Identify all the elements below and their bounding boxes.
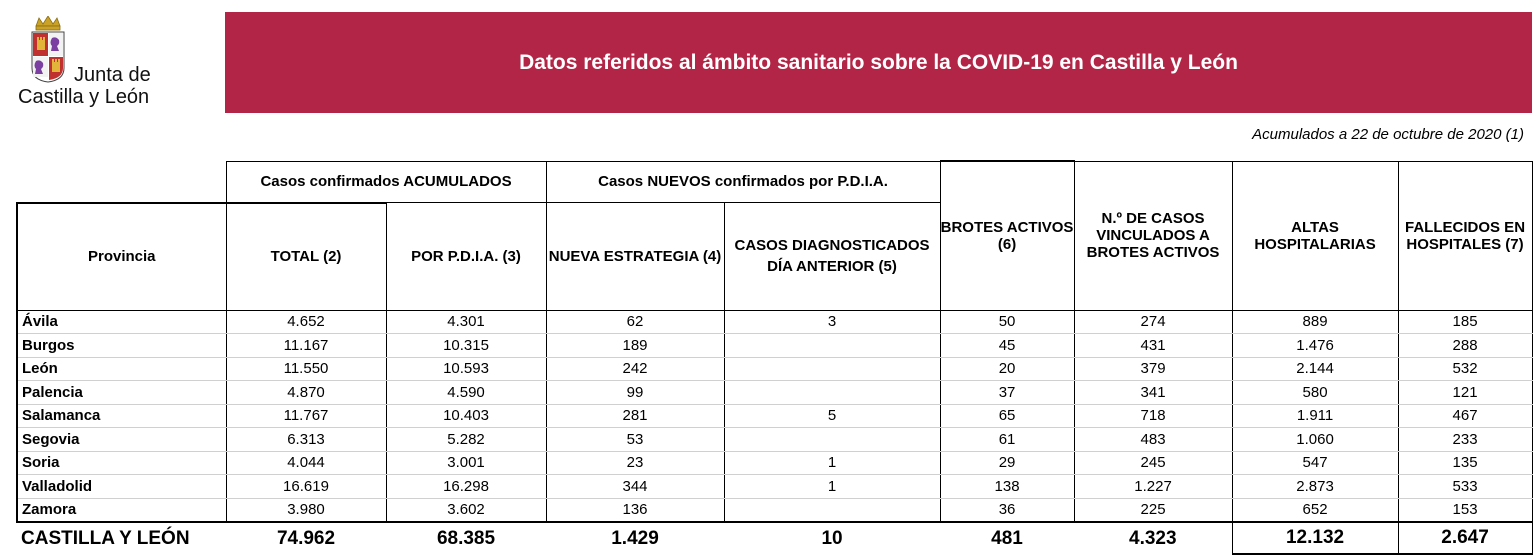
table-row xyxy=(17,357,1532,381)
group-header-nuevos: Casos NUEVOS confirmados por P.D.I.A. xyxy=(546,161,940,203)
cell-total: 4.870 xyxy=(226,381,386,405)
col-header-vinculados: N.º DE CASOS VINCULADOS A BROTES ACTIVOS xyxy=(1074,161,1232,310)
cell-altas: 580 xyxy=(1232,381,1398,405)
cell-por-pdia: 10.315 xyxy=(386,334,546,358)
table-row xyxy=(17,498,1532,522)
table-row xyxy=(17,428,1532,452)
cell-total: 3.980 xyxy=(226,498,386,522)
col-header-total: TOTAL (2) xyxy=(226,203,386,311)
cell-altas: 889 xyxy=(1232,310,1398,334)
cell-por-pdia: 5.282 xyxy=(386,428,546,452)
cell-brotes: 45 xyxy=(940,334,1074,358)
col-header-altas: ALTAS HOSPITALARIAS xyxy=(1232,161,1398,310)
cell-altas: 2.144 xyxy=(1232,357,1398,381)
cell-total: 4.044 xyxy=(226,451,386,475)
cell-vinculados: 483 xyxy=(1074,428,1232,452)
cell-provincia: Soria xyxy=(17,451,226,475)
total-fallecidos: 2.647 xyxy=(1398,522,1532,554)
cell-altas: 547 xyxy=(1232,451,1398,475)
cell-provincia: Burgos xyxy=(17,334,226,358)
cell-fallecidos: 288 xyxy=(1398,334,1532,358)
cell-total: 11.550 xyxy=(226,357,386,381)
junta-logo xyxy=(18,14,188,114)
logo-line-2: Castilla y León xyxy=(18,86,150,108)
cell-nueva-estrategia: 189 xyxy=(546,334,724,358)
cell-nueva-estrategia: 23 xyxy=(546,451,724,475)
cell-nueva-estrategia: 99 xyxy=(546,381,724,405)
cell-casos-diagnosticados: 5 xyxy=(724,404,940,428)
logo-line-1: Junta de xyxy=(74,64,151,86)
cell-casos-diagnosticados: 1 xyxy=(724,475,940,499)
cell-vinculados: 274 xyxy=(1074,310,1232,334)
title-banner xyxy=(225,12,1532,113)
table-row xyxy=(17,381,1532,405)
cell-provincia: Zamora xyxy=(17,498,226,522)
cell-casos-diagnosticados xyxy=(724,498,940,522)
cell-brotes: 36 xyxy=(940,498,1074,522)
cell-por-pdia: 3.001 xyxy=(386,451,546,475)
cell-casos-diagnosticados xyxy=(724,357,940,381)
cell-provincia: Segovia xyxy=(17,428,226,452)
total-altas: 12.132 xyxy=(1232,522,1398,554)
col-header-provincia: Provincia xyxy=(17,203,226,311)
col-header-fallecidos: FALLECIDOS EN HOSPITALES (7) xyxy=(1398,161,1532,310)
cell-brotes: 29 xyxy=(940,451,1074,475)
cell-fallecidos: 233 xyxy=(1398,428,1532,452)
cell-nueva-estrategia: 136 xyxy=(546,498,724,522)
cell-vinculados: 379 xyxy=(1074,357,1232,381)
cell-vinculados: 431 xyxy=(1074,334,1232,358)
col-header-casos-diagnosticados: CASOS DIAGNOSTICADOS DÍA ANTERIOR (5) xyxy=(724,203,940,311)
cell-casos-diagnosticados xyxy=(724,334,940,358)
cell-fallecidos: 135 xyxy=(1398,451,1532,475)
cell-casos-diagnosticados xyxy=(724,381,940,405)
cell-provincia: Valladolid xyxy=(17,475,226,499)
total-row xyxy=(17,522,1532,554)
total-casos-diagnosticados: 10 xyxy=(821,527,843,549)
cell-total: 11.767 xyxy=(226,404,386,428)
cell-casos-diagnosticados: 3 xyxy=(724,310,940,334)
cell-brotes: 65 xyxy=(940,404,1074,428)
cell-altas: 1.060 xyxy=(1232,428,1398,452)
cell-altas: 1.476 xyxy=(1232,334,1398,358)
cell-por-pdia: 10.403 xyxy=(386,404,546,428)
total-brotes: 481 xyxy=(991,527,1023,549)
cell-por-pdia: 3.602 xyxy=(386,498,546,522)
cell-provincia: Palencia xyxy=(17,381,226,405)
total-por-pdia: 68.385 xyxy=(436,527,496,549)
cell-total: 16.619 xyxy=(226,475,386,499)
cell-altas: 652 xyxy=(1232,498,1398,522)
cell-casos-diagnosticados xyxy=(724,428,940,452)
cell-por-pdia: 10.593 xyxy=(386,357,546,381)
cell-altas: 2.873 xyxy=(1232,475,1398,499)
group-header-acumulados: Casos confirmados ACUMULADOS xyxy=(226,161,546,203)
cell-nueva-estrategia: 53 xyxy=(546,428,724,452)
cell-fallecidos: 532 xyxy=(1398,357,1532,381)
cell-fallecidos: 533 xyxy=(1398,475,1532,499)
cell-por-pdia: 4.301 xyxy=(386,310,546,334)
col-header-brotes: BROTES ACTIVOS (6) xyxy=(940,161,1074,310)
cell-por-pdia: 4.590 xyxy=(386,381,546,405)
cell-total: 4.652 xyxy=(226,310,386,334)
cell-por-pdia: 16.298 xyxy=(386,475,546,499)
table-row xyxy=(17,451,1532,475)
col-header-por-pdia: POR P.D.I.A. (3) xyxy=(386,203,546,311)
table-row xyxy=(17,404,1532,428)
cell-provincia: Ávila xyxy=(17,310,226,334)
cell-nueva-estrategia: 281 xyxy=(546,404,724,428)
cell-brotes: 61 xyxy=(940,428,1074,452)
cell-nueva-estrategia: 344 xyxy=(546,475,724,499)
total-nueva-estrategia: 1.429 xyxy=(611,527,659,549)
table-row xyxy=(17,334,1532,358)
table-row xyxy=(17,475,1532,499)
cell-vinculados: 225 xyxy=(1074,498,1232,522)
cell-total: 6.313 xyxy=(226,428,386,452)
total-total: 74.962 xyxy=(276,527,336,549)
cell-fallecidos: 467 xyxy=(1398,404,1532,428)
covid-data-table xyxy=(16,160,1533,555)
cell-nueva-estrategia: 62 xyxy=(546,310,724,334)
total-vinculados: 4.323 xyxy=(1129,527,1177,549)
cell-total: 11.167 xyxy=(226,334,386,358)
cell-brotes: 50 xyxy=(940,310,1074,334)
table-row xyxy=(17,310,1532,334)
date-subtitle: Acumulados a 22 de octubre de 2020 (1) xyxy=(1252,126,1524,143)
cell-altas: 1.911 xyxy=(1232,404,1398,428)
total-provincia: CASTILLA Y LEÓN xyxy=(21,527,190,549)
cell-casos-diagnosticados: 1 xyxy=(724,451,940,475)
page-title: Datos referidos al ámbito sanitario sobre la COVID-19 en Castilla y León xyxy=(519,50,1238,74)
cell-vinculados: 1.227 xyxy=(1074,475,1232,499)
cell-brotes: 138 xyxy=(940,475,1074,499)
cell-provincia: León xyxy=(17,357,226,381)
cell-vinculados: 341 xyxy=(1074,381,1232,405)
cell-fallecidos: 121 xyxy=(1398,381,1532,405)
cell-vinculados: 718 xyxy=(1074,404,1232,428)
cell-nueva-estrategia: 242 xyxy=(546,357,724,381)
cell-provincia: Salamanca xyxy=(17,404,226,428)
cell-fallecidos: 153 xyxy=(1398,498,1532,522)
cell-brotes: 20 xyxy=(940,357,1074,381)
col-header-nueva-estrategia: NUEVA ESTRATEGIA (4) xyxy=(546,203,724,311)
cell-brotes: 37 xyxy=(940,381,1074,405)
cell-fallecidos: 185 xyxy=(1398,310,1532,334)
cell-vinculados: 245 xyxy=(1074,451,1232,475)
